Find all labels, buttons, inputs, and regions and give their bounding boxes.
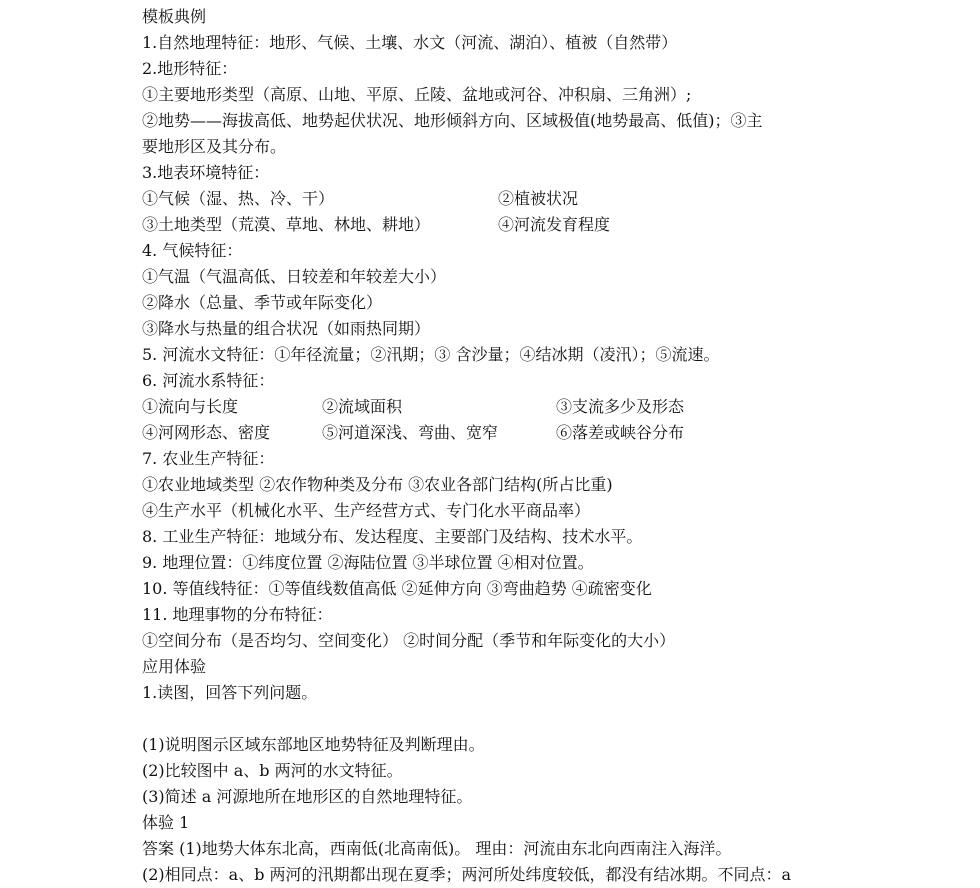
three-column-line — [142, 420, 962, 446]
section-heading-experience: 体验 1 — [142, 813, 190, 832]
text-line: 3.地表环境特征： — [142, 163, 270, 182]
text-line: 7. 农业生产特征： — [142, 449, 275, 468]
blank-line — [142, 706, 962, 732]
section-heading-template: 模板典例 — [142, 7, 207, 26]
list-item: ⑥落差或峡谷分布 — [556, 423, 685, 442]
list-item: ①气候（湿、热、冷、干） — [142, 189, 335, 208]
text-line: 1.自然地理特征：地形、气候、土壤、水文（河流、湖泊）、植被（自然带） — [142, 33, 678, 52]
text-line: 6. 河流水系特征： — [142, 371, 275, 390]
list-item: ④河网形态、密度 — [142, 423, 271, 442]
question-item: (1)说明图示区域东部地区地势特征及判断理由。 — [142, 735, 485, 754]
question-item: (2)比较图中 a、b 两河的水文特征。 — [142, 761, 403, 780]
text-line: 要地形区及其分布。 — [142, 137, 287, 156]
text-line: ③降水与热量的组合状况（如雨热同期） — [142, 319, 431, 338]
text-line: ①主要地形类型（高原、山地、平原、丘陵、盆地或河谷、冲积扇、三角洲）; — [142, 85, 692, 104]
list-item: ⑤河道深浅、弯曲、宽窄 — [322, 423, 499, 442]
text-line: ②降水（总量、季节或年际变化） — [142, 293, 383, 312]
list-item: ③支流多少及形态 — [556, 397, 685, 416]
text-line: ①农业地域类型 ②农作物种类及分布 ③农业各部门结构(所占比重) — [142, 475, 613, 494]
text-line: ①气温（气温高低、日较差和年较差大小） — [142, 267, 447, 286]
text-line: 5. 河流水文特征：①年径流量；②汛期；③ 含沙量；④结冰期（凌汛）；⑤流速。 — [142, 345, 720, 364]
text-line: 8. 工业生产特征：地域分布、发达程度、主要部门及结构、技术水平。 — [142, 527, 643, 546]
text-line: 2.地形特征： — [142, 59, 238, 78]
text-line: ④生产水平（机械化水平、生产经营方式、专门化水平商品率） — [142, 501, 591, 520]
text-line: 4. 气候特征： — [142, 241, 243, 260]
three-column-line — [142, 394, 962, 420]
list-item: ②流域面积 — [322, 397, 403, 416]
answer-line: (2)相同点：a、b 两河的汛期都出现在夏季；两河所处纬度较低，都没有结冰期。不同点：a — [142, 865, 792, 884]
two-column-line — [142, 186, 962, 212]
two-column-line — [142, 212, 962, 238]
section-heading-apply: 应用体验 — [142, 657, 207, 676]
list-item: ①流向与长度 — [142, 397, 239, 416]
text-line: 9. 地理位置：①纬度位置 ②海陆位置 ③半球位置 ④相对位置。 — [142, 553, 594, 572]
text-line: 10. 等值线特征：①等值线数值高低 ②延伸方向 ③弯曲趋势 ④疏密变化 — [142, 579, 652, 598]
list-item: ②植被状况 — [498, 189, 579, 208]
text-line: 11. 地理事物的分布特征： — [142, 605, 333, 624]
answer-line: 答案 (1)地势大体东北高，西南低(北高南低)。 理由：河流由东北向西南注入海洋。 — [142, 839, 732, 858]
text-line: ②地势——海拔高低、地势起伏状况、地形倾斜方向、区域极值(地势最高、低值)；③主 — [142, 111, 763, 130]
question-intro: 1.读图，回答下列问题。 — [142, 683, 318, 702]
document-page — [142, 4, 962, 888]
text-line: ①空间分布（是否均匀、空间变化） ②时间分配（季节和年际变化的大小） — [142, 631, 676, 650]
list-item: ④河流发育程度 — [498, 215, 611, 234]
question-item: (3)简述 a 河源地所在地形区的自然地理特征。 — [142, 787, 473, 806]
list-item: ③土地类型（荒漠、草地、林地、耕地） — [142, 215, 431, 234]
